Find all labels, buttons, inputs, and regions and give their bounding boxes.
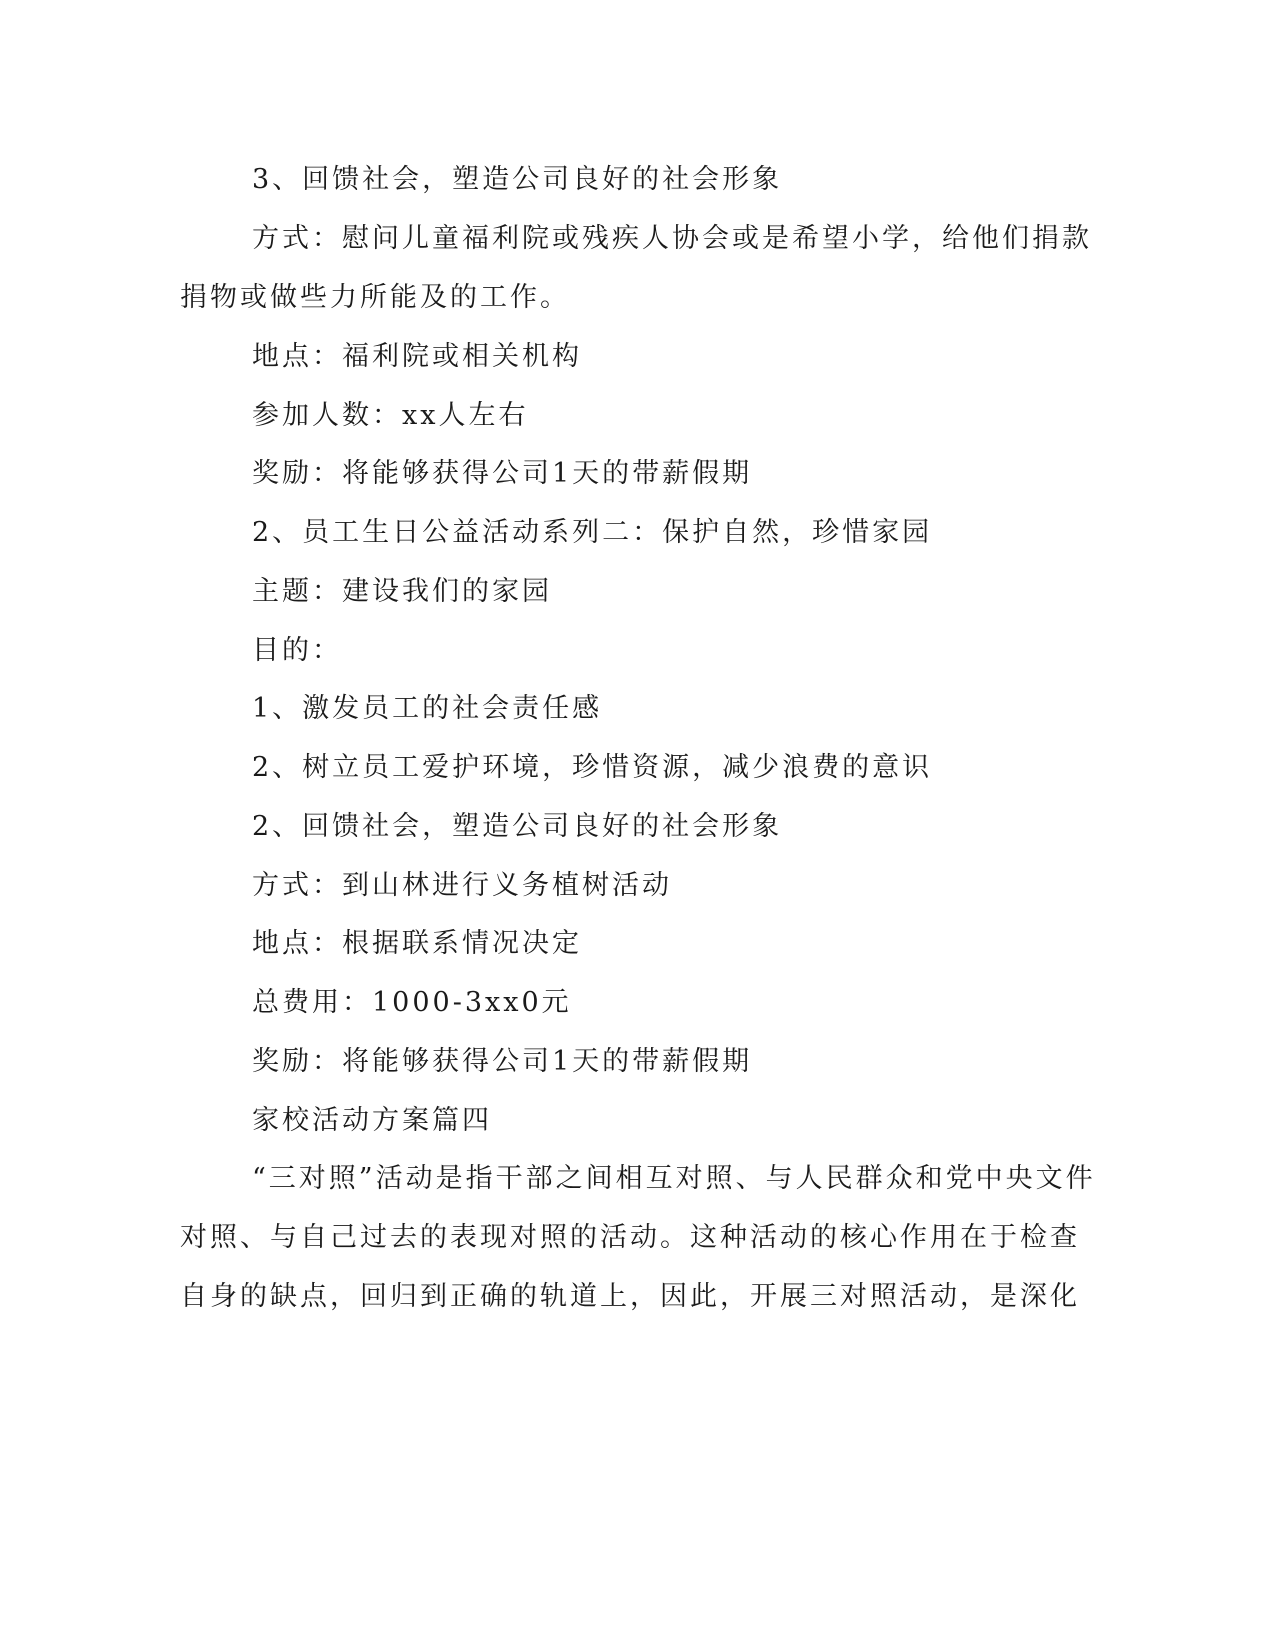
- text-line: 1、激发员工的社会责任感: [252, 693, 603, 724]
- text-line: 3、回馈社会，塑造公司良好的社会形象: [252, 164, 783, 195]
- text-line: 方式：到山林进行义务植树活动: [252, 870, 672, 901]
- text-line: 2、员工生日公益活动系列二：保护自然，珍惜家园: [252, 517, 933, 548]
- text-line: 奖励：将能够获得公司1天的带薪假期: [252, 1046, 753, 1077]
- text-line: 2、树立员工爱护环境，珍惜资源，减少浪费的意识: [252, 752, 933, 783]
- text-line: 总费用：1000-3xx0元: [252, 987, 572, 1018]
- text-line: 对照、与自己过去的表现对照的活动。这种活动的核心作用在于检查: [180, 1222, 1080, 1253]
- text-line: 地点：福利院或相关机构: [252, 341, 582, 372]
- section-heading: 家校活动方案篇四: [252, 1105, 492, 1136]
- text-line: 主题：建设我们的家园: [252, 576, 552, 607]
- text-line: 自身的缺点，回归到正确的轨道上，因此，开展三对照活动，是深化: [180, 1281, 1080, 1312]
- text-line: 目的：: [252, 635, 342, 666]
- text-line: 方式：慰问儿童福利院或残疾人协会或是希望小学，给他们捐款: [252, 223, 1092, 254]
- text-line: 2、回馈社会，塑造公司良好的社会形象: [252, 811, 783, 842]
- text-line: 奖励：将能够获得公司1天的带薪假期: [252, 458, 753, 489]
- text-line: “三对照”活动是指干部之间相互对照、与人民群众和党中央文件: [252, 1163, 1096, 1194]
- text-line: 捐物或做些力所能及的工作。: [180, 282, 570, 313]
- text-line: 参加人数：xx人左右: [252, 400, 529, 431]
- text-line: 地点：根据联系情况决定: [252, 928, 582, 959]
